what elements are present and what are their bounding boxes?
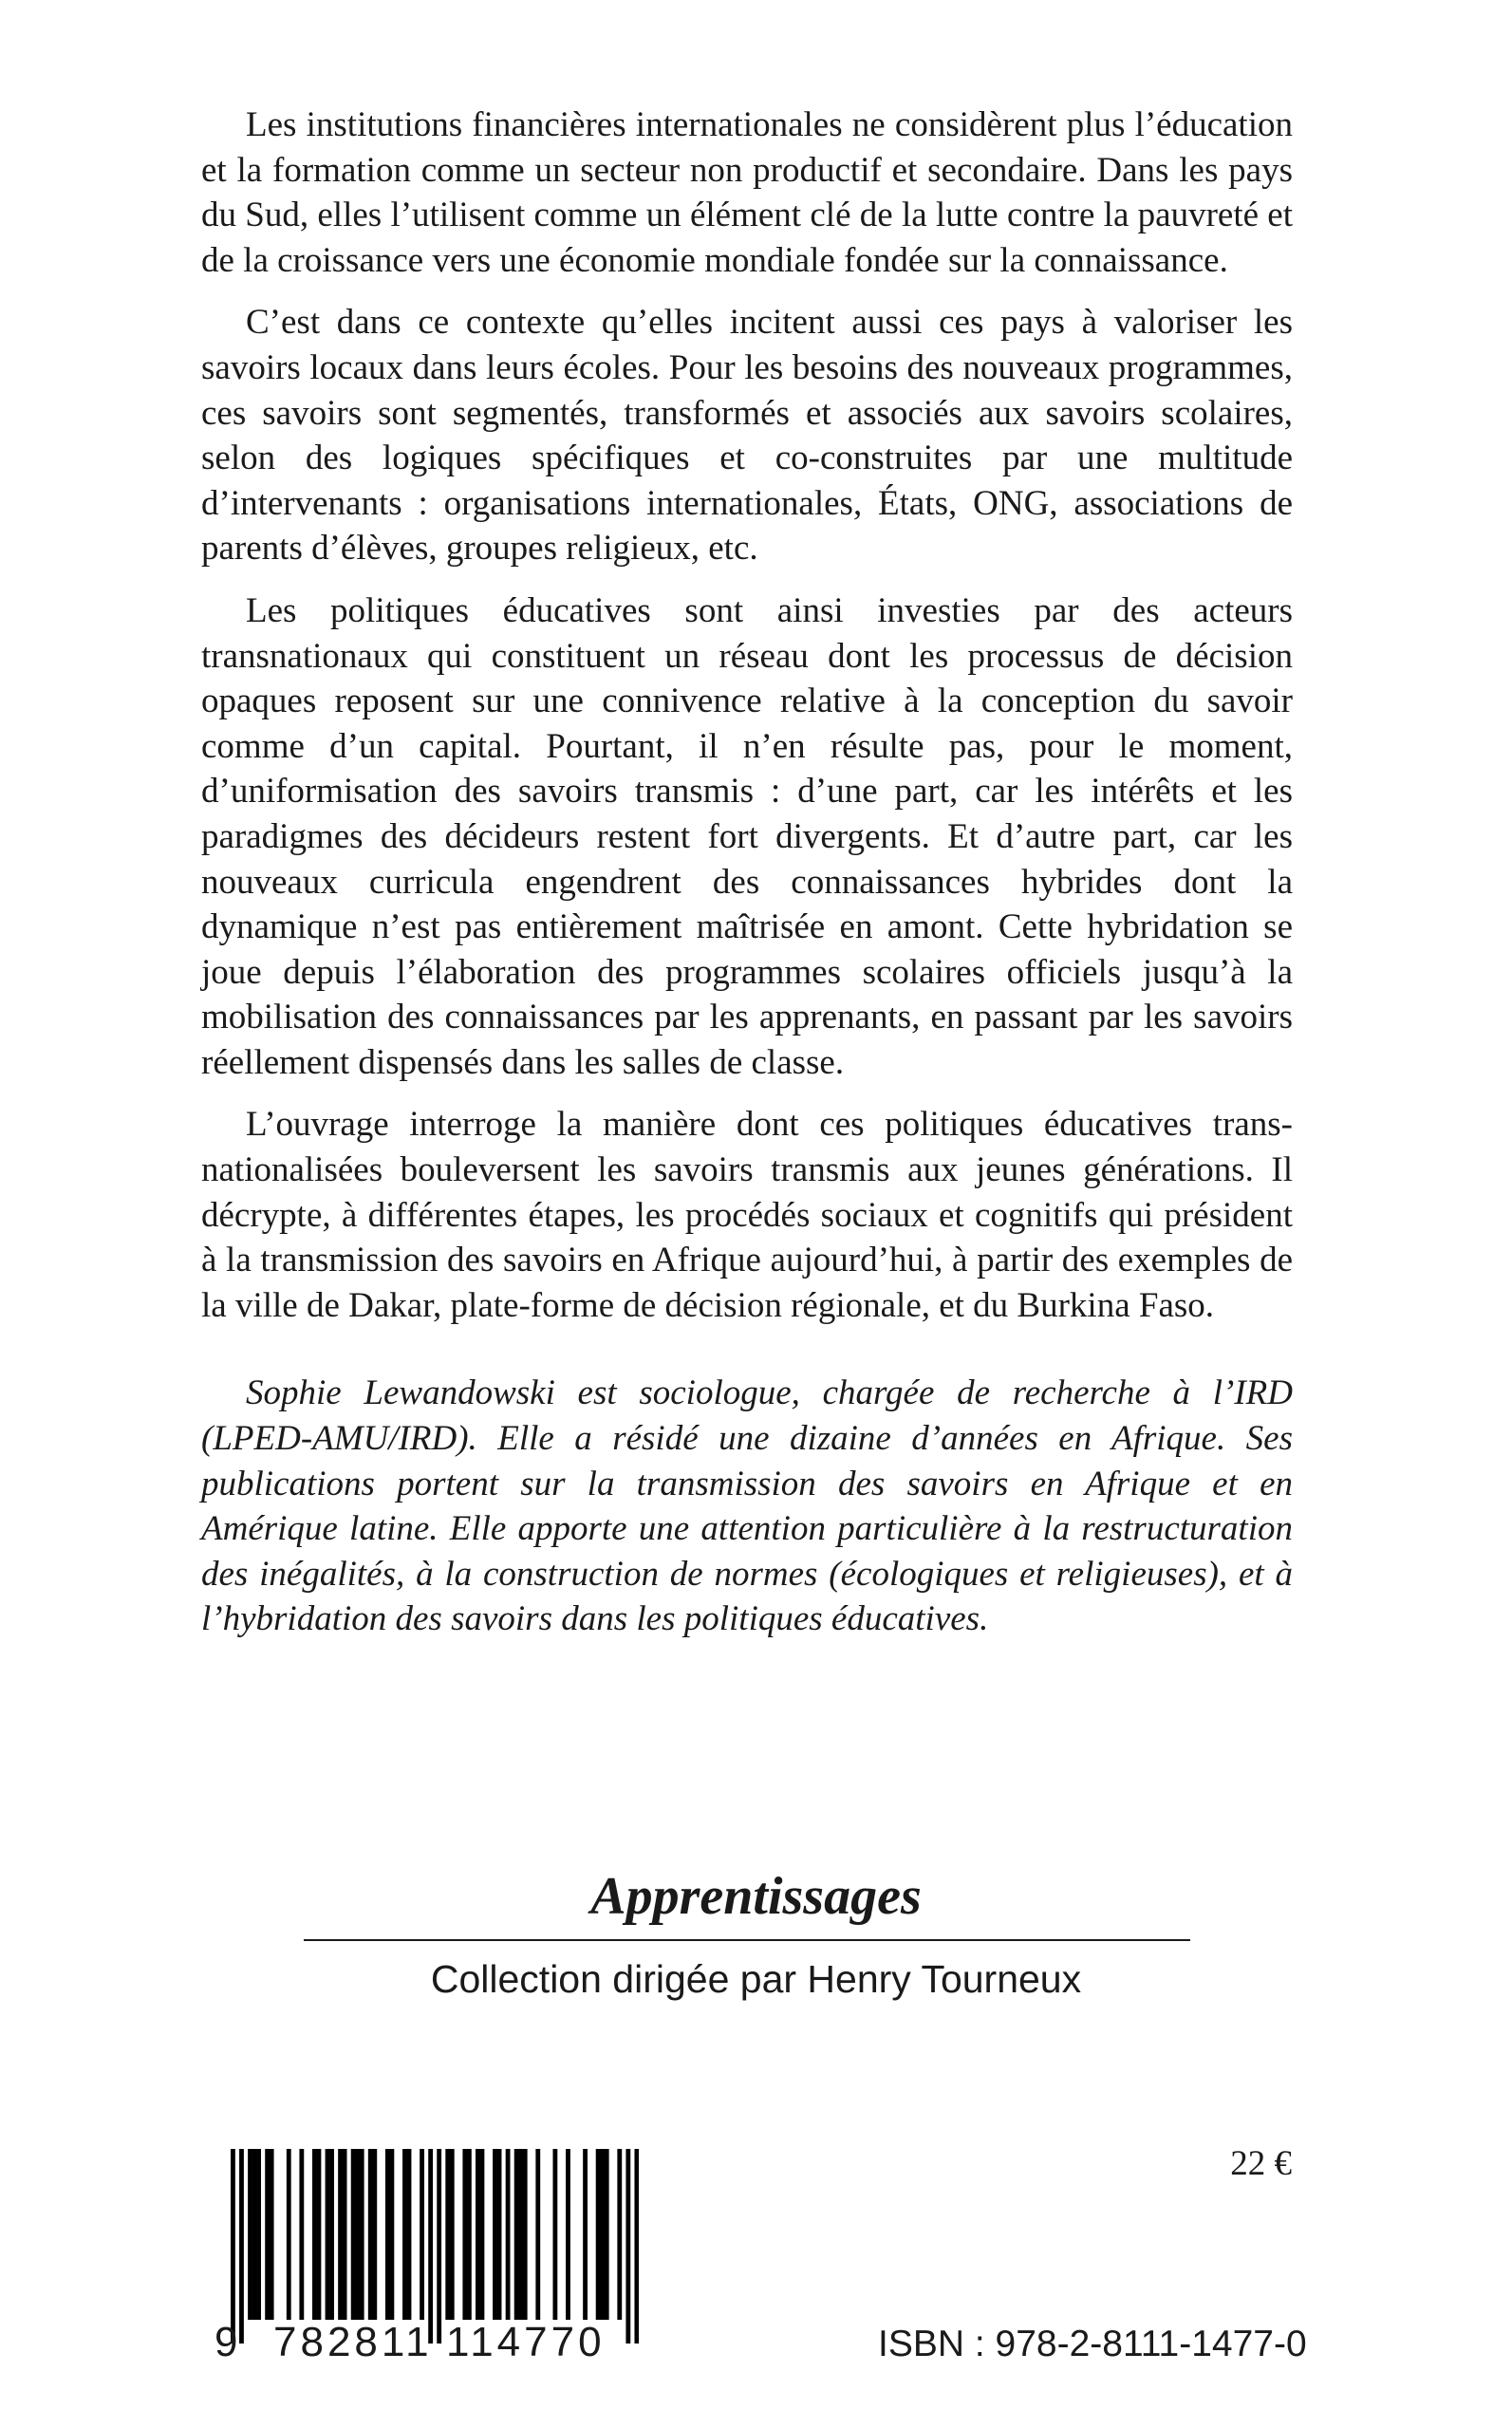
barcode-bar xyxy=(450,2149,455,2320)
barcode-bar xyxy=(256,2149,261,2320)
barcode-bar xyxy=(368,2149,373,2320)
author-bio: Sophie Lewandowski est sociologue, chargée de recherche à l’IRD (LPED-AMU/IRD). Elle a résidé une dizaine d’années en Afrique. Ses publications portent sur la transmission des savoirs en Afrique et en Amérique latine. Elle apporte une attention particulière à la restructuration des inégalités, à la construction de normes (écologiques et religieuses), et à l’hybridation des savoirs dans les politiques éducatives. xyxy=(201,1373,1293,1639)
barcode-bar xyxy=(462,2149,467,2320)
barcode-bar xyxy=(355,2149,360,2320)
barcode-bar xyxy=(389,2149,394,2320)
barcode-bar xyxy=(299,2149,304,2320)
barcode-bar xyxy=(445,2149,450,2320)
barcode-bar xyxy=(566,2149,570,2320)
barcode-bar xyxy=(506,2149,511,2320)
barcode-bar xyxy=(420,2149,424,2320)
barcode-bar xyxy=(480,2149,485,2320)
barcode-bar xyxy=(518,2149,523,2320)
barcode-bar xyxy=(497,2149,502,2320)
barcode-bar xyxy=(493,2149,497,2320)
barcode-bar xyxy=(476,2149,480,2320)
barcode-bar xyxy=(514,2149,519,2320)
summary-paragraph-2: C’est dans ce contexte qu’elles incitent aussi ces pays à valoriser les savoirs locaux dans leurs écoles. Pour les besoins des nouveaux programmes, ces savoirs sont segmentés, transformés et associés aux savoirs scolaires, selon des logiques spécifiques et co-construites par une multitude d’intervenants : organisations internationales, États, ONG, associations de parents d’élèves, groupes religieux, etc. xyxy=(201,303,1293,569)
price-label: 22 € xyxy=(1230,2144,1292,2183)
barcode-bar xyxy=(360,2149,364,2320)
barcode-bar xyxy=(329,2149,334,2320)
collection-divider xyxy=(304,1939,1190,1941)
barcode-bar xyxy=(617,2149,622,2320)
barcode-bar xyxy=(407,2149,412,2320)
barcode-bar xyxy=(385,2149,390,2320)
barcode-bar xyxy=(634,2149,639,2344)
summary-paragraph-3: Les politiques éducatives sont ainsi investies par des acteurs transnationaux qui constituent un réseau dont les processus de décision opaques reposent sur une connivence relative à la conception du savoir comme d’un capital. Pourtant, il n’en résulte pas, pour le moment, d’uniformisation des savoirs transmis : d’une part, car les intérêts et les paradigmes des décideurs restent fort divergents. Et d’autre part, car les nouveaux curricula engendrent des connaissances hybrides dont la dynamique n’est pas entièrement maîtrisée en amont. Cette hybridation se joue depuis l’élaboration des programmes scolaires officiels jusqu’à la mobilisation des connaissances par les apprenants, en passant par les savoirs réellement dispensés dans les salles de classe. xyxy=(201,590,1293,1082)
collection-title: Apprentissages xyxy=(590,1867,922,1926)
barcode-bar xyxy=(583,2149,588,2320)
barcode-bar xyxy=(523,2149,528,2320)
barcode-bar xyxy=(312,2149,317,2320)
barcode-bar xyxy=(351,2149,356,2320)
barcode-bar xyxy=(625,2149,630,2344)
collection-director: Collection dirigée par Henry Tourneux xyxy=(430,1957,1082,2001)
barcode-bar xyxy=(437,2149,441,2344)
barcode-bar xyxy=(252,2149,257,2320)
barcode-bar xyxy=(605,2149,609,2320)
barcode-bar xyxy=(231,2149,235,2344)
barcode-bar xyxy=(317,2149,322,2320)
isbn-label: ISBN : 978-2-8111-1477-0 xyxy=(878,2324,1307,2364)
summary-paragraph-4: L’ouvrage interroge la manière dont ces politiques éducatives trans-nationalisées bouleversent les savoirs transmis aux jeunes générations. Il décrypte, à différentes étapes, les procédés sociaux et cognitifs qui président à la transmission des savoirs en Afrique aujourd’hui, à partir des exemples de la ville de Dakar, plate-forme de décision régionale, et du Burkina Faso. xyxy=(201,1105,1293,1325)
barcode-bar xyxy=(239,2149,244,2344)
barcode-bar xyxy=(326,2149,330,2320)
summary-paragraph-1: Les institutions financières internationales ne considèrent plus l’éducation et la formation comme un secteur non productif et secondaire. Dans les pays du Sud, elles l’utilisent comme un élément clé de la lutte contre la pauvreté et de la croissance vers une économie mondiale fondée sur la connaissance. xyxy=(201,105,1293,280)
barcode-bar xyxy=(270,2149,274,2320)
barcode-right-digits: 114770 xyxy=(446,2319,606,2365)
barcode-bar xyxy=(467,2149,472,2320)
barcode-bar xyxy=(372,2149,377,2320)
barcode-bar xyxy=(596,2149,601,2320)
barcode-bar xyxy=(338,2149,343,2320)
barcode-bar xyxy=(343,2149,347,2320)
barcode-bar xyxy=(248,2149,252,2320)
summary-text xyxy=(201,103,1293,1659)
barcode-first-digit: 9 xyxy=(215,2319,240,2365)
barcode-left-digits: 782811 xyxy=(273,2319,433,2365)
barcode-bar xyxy=(428,2149,433,2344)
barcode-bar xyxy=(265,2149,270,2320)
barcode-bar xyxy=(552,2149,557,2320)
barcode-bar xyxy=(600,2149,605,2320)
barcode-bar xyxy=(287,2149,291,2320)
barcode-bar xyxy=(535,2149,540,2320)
barcode-bar xyxy=(402,2149,407,2320)
